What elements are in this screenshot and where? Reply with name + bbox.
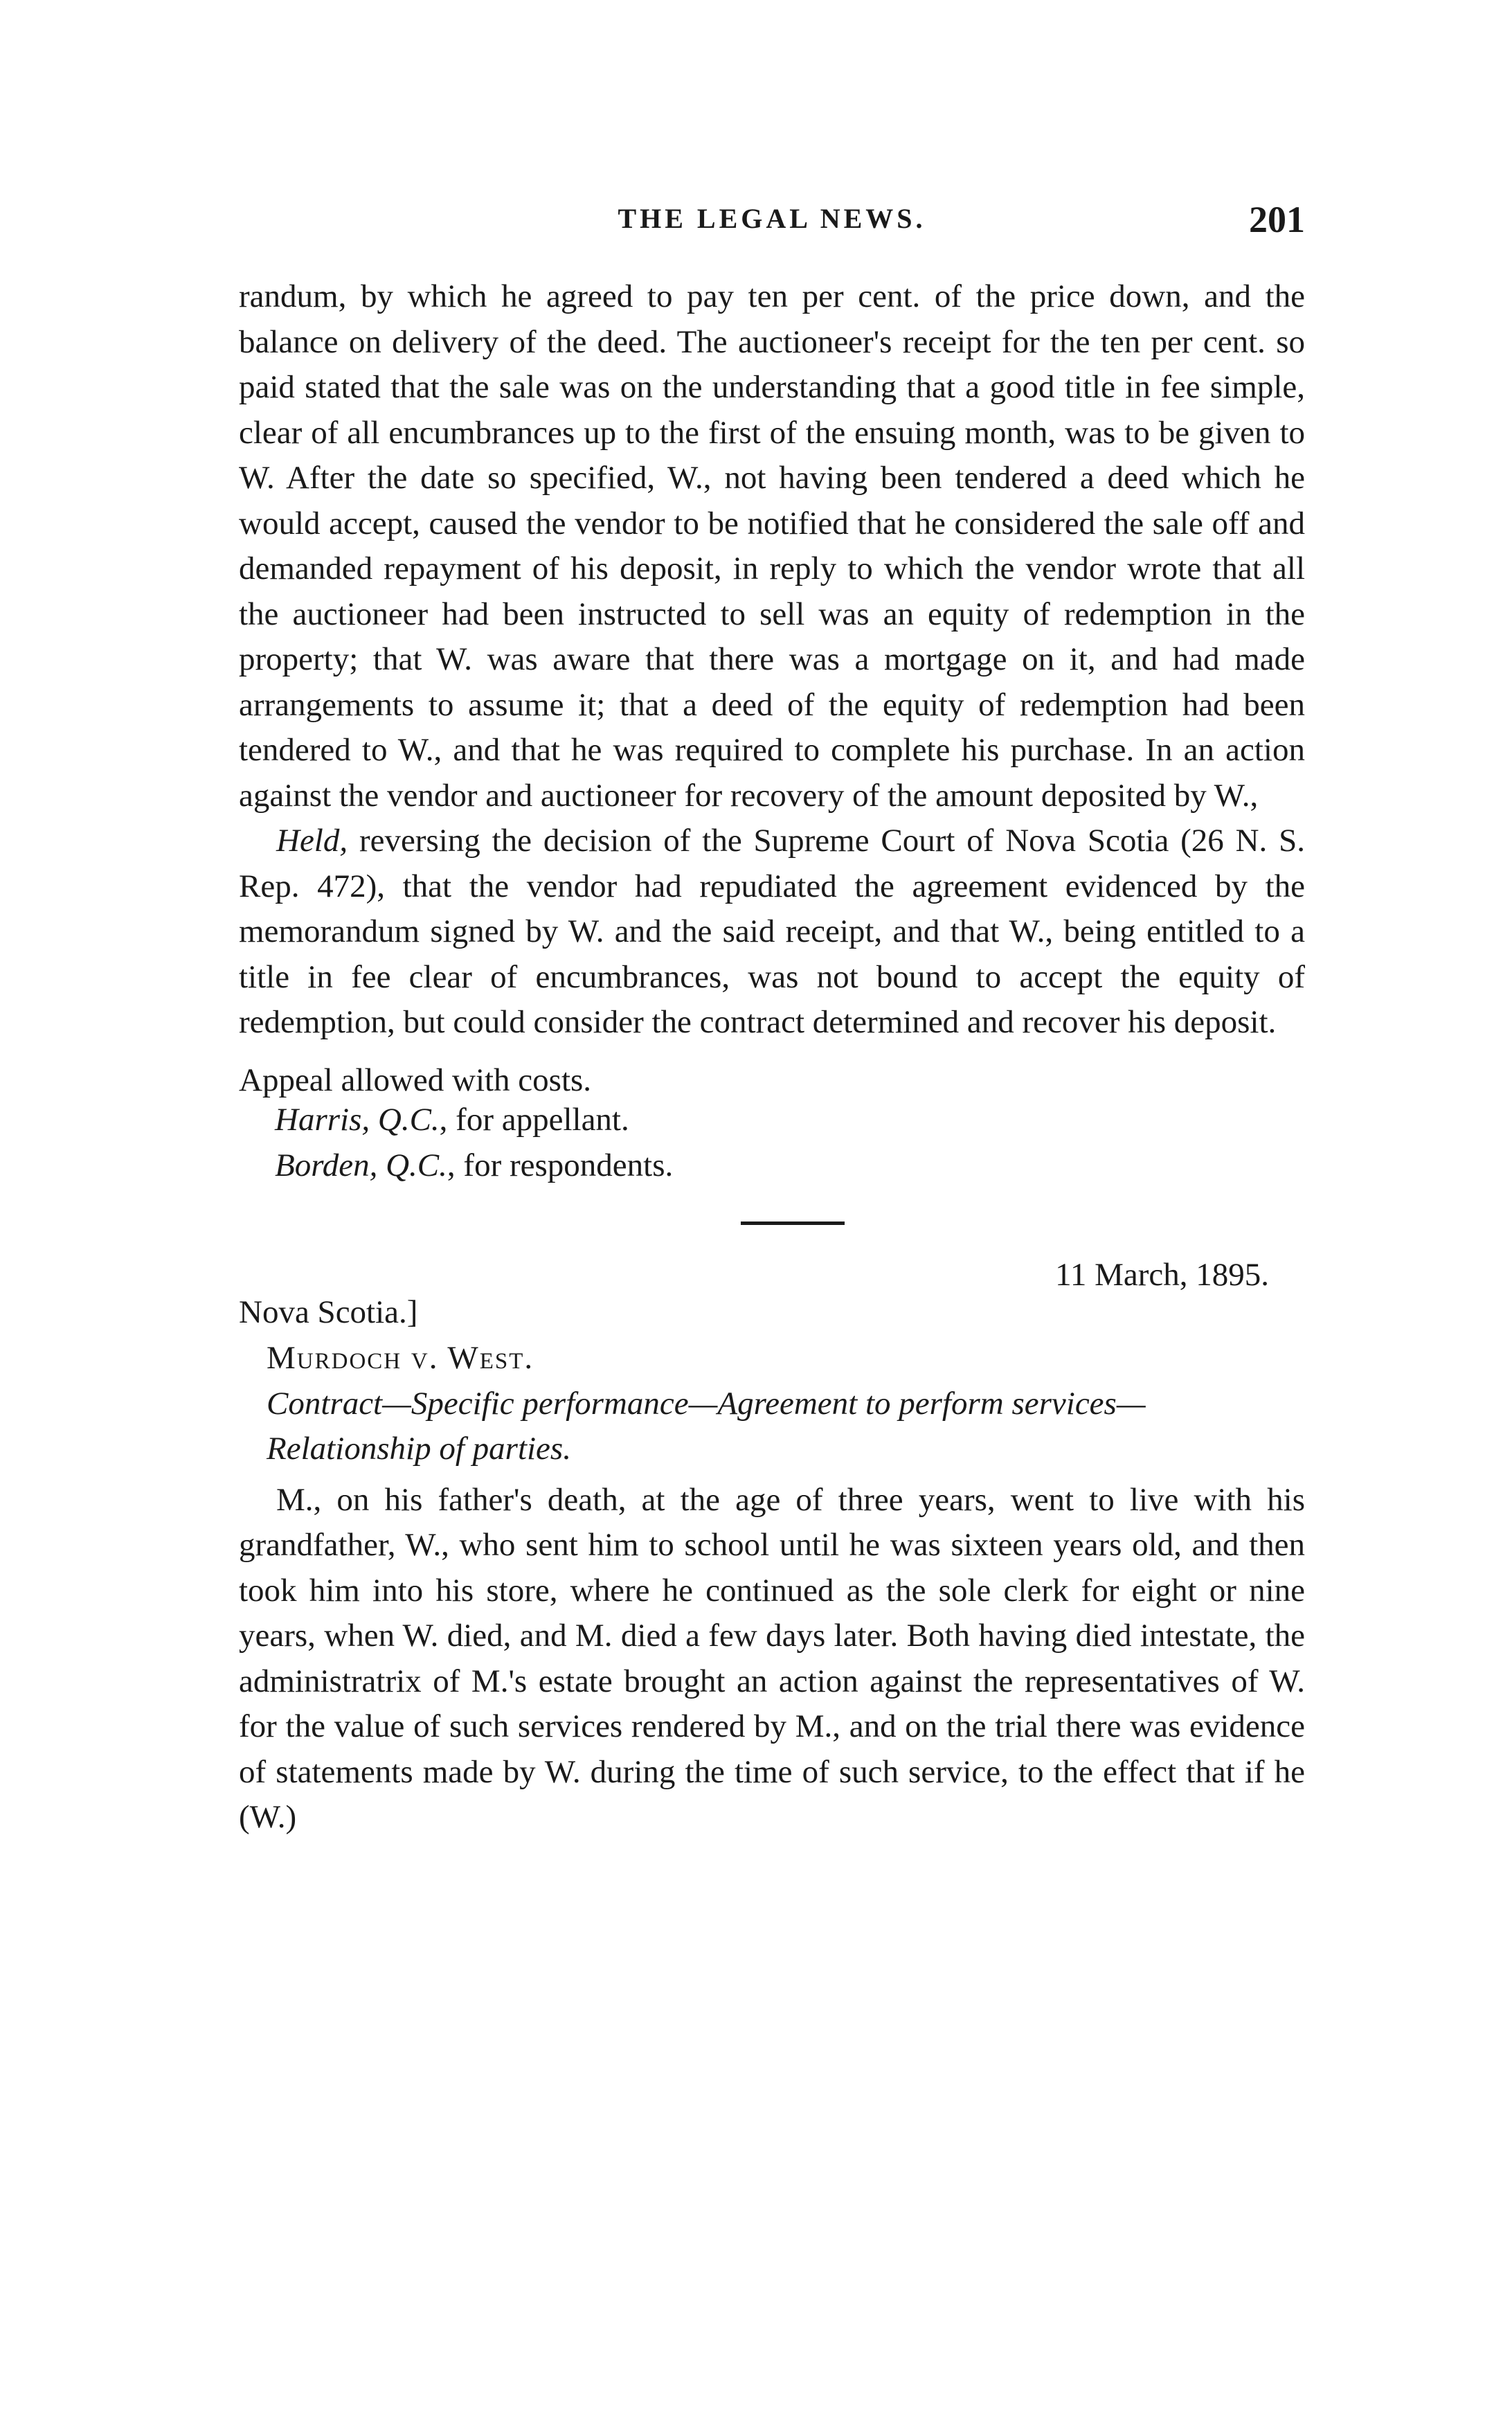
headnote-line-2: Relationship of parties. <box>267 1431 571 1467</box>
disposition: Appeal allowed with costs. <box>239 1062 592 1098</box>
counsel-name: Borden, Q.C. <box>275 1147 447 1183</box>
case-dateline <box>239 1253 1305 1336</box>
holding-text: reversing the decision of the Supreme Court of Nova Scotia (26 N. S. Rep. 472), that the vendor had repudiated the agreement evidenced by the memorandum signed by W. and the said receipt, and that W., being entitled to a title in fee clear of encumbrances, was not bound to accept the equity of redemption, but could consider the contract determined and recover his deposit. <box>239 823 1305 1040</box>
section-divider <box>741 1222 845 1225</box>
case-body: M., on his father's death, at the age of three years, went to live with his grandfather, W., who sent him to school until he was sixteen years old, and then took him into his store, where he continued as the sole clerk for eight or nine years, when W. died, and M. died a few days later. Both having died intestate, the administratrix of M.'s estate brought an action against the representatives of W. for the value of such services rendered by M., and on the trial there was evidence of statements made by W. during the time of such service, to the effect that if he (W.) <box>239 1481 1305 1835</box>
running-title: THE LEGAL NEWS. <box>618 203 926 234</box>
case-province: Nova Scotia.] <box>239 1294 418 1330</box>
case-date: 11 March, 1895. <box>1055 1257 1269 1293</box>
counsel-respondents <box>239 1143 1305 1189</box>
counsel-name: Harris, Q.C. <box>275 1102 440 1138</box>
counsel-role: , for appellant. <box>439 1102 629 1138</box>
headnote-line-1: Contract—Specific performance—Agreement to perform services— <box>267 1385 1146 1422</box>
counsel-role: , for respondents. <box>447 1147 674 1183</box>
held-label: Held, <box>276 823 348 859</box>
page-number: 201 <box>1249 199 1305 240</box>
paragraph-holding <box>239 818 1305 1046</box>
case-title: Murdoch v. West. <box>267 1340 534 1376</box>
counsel-appellant <box>239 1098 1305 1143</box>
body-text <box>239 274 1305 1841</box>
page-header <box>239 198 1305 247</box>
paragraph-continued: randum, by which he agreed to pay ten per cent. of the price down, and the balance on delivery of the deed. The auctioneer's receipt for the ten per cent. so paid stated that the sale was on the understanding that a good title in fee simple, clear of all encumbrances up to the first of the ensuing month, was to be given to W. After the date so specified, W., not having been tendered a deed which he would accept, caused the vendor to be notified that he considered the sale off and demanded repayment of his deposit, in reply to which the vendor wrote that all the auctioneer had been instructed to sell was an equity of redemption in the property; that W. was aware that there was a mortgage on it, and had made arrangements to assume it; that a deed of the equity of redemption had been tendered to W., and that he was required to complete his purchase. In an action against the vendor and auctioneer for recovery of the amount deposited by W., <box>239 278 1305 814</box>
